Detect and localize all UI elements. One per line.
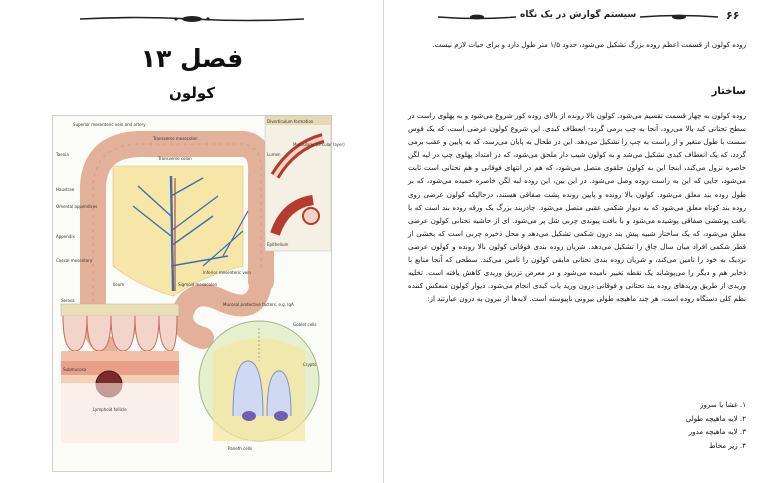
label-inferior-mesenteric: Inferior mesenteric vein [203, 270, 251, 275]
label-haustrae: Haustrae [56, 187, 75, 192]
list-item: ۳. لایه ماهیچه مدور [688, 427, 746, 436]
label-lymphoid-follicle: Lymphoid follicle [93, 407, 127, 412]
label-diverticulum-formation: Diverticulum formation [267, 119, 314, 124]
header-ornament-left [640, 13, 718, 23]
top-ornament [80, 14, 304, 24]
label-lumen: Lumen [267, 152, 281, 157]
intro-paragraph: روده کولون از قسمت اعظم روده بزرگ تشکیل می‌شود، حدود ۱/۵ متر طول دارد و برای حیات لازم نیست. [432, 40, 746, 49]
label-epithelium: Epithelium [267, 242, 289, 247]
section-title: ساختار [711, 86, 746, 97]
label-crypts: Crypts [303, 362, 316, 367]
list-item: ۴. زیر مخاط [709, 440, 746, 450]
label-appendix: Appendix [56, 234, 75, 239]
label-taenia: Taenia [56, 152, 69, 157]
label-serosa: Serosa [61, 298, 75, 303]
label-mucosal-layer: Mucosal protective factors, e.g. IgA [223, 302, 294, 307]
chapter-subtitle: کولون [169, 84, 215, 102]
colon-anatomy-figure [52, 115, 345, 472]
label-omental-appendices: Omental appendices [56, 204, 98, 209]
label-muscularis: Muscularis (circular layer) [293, 142, 345, 147]
running-header: سیستم گوارش در یک نگاه [520, 10, 637, 20]
label-goblet-cells: Goblet cells [293, 322, 317, 327]
label-sigmoid-mesocolon: Sigmoid mesocolon [178, 282, 218, 287]
header-ornament-right [438, 13, 516, 23]
body-paragraph: روده کولون به چهار قسمت تقسیم می‌شود. کولون بالا رونده از بالای روده کور شروع می‌شود و به پهلوی راست در سطح تحتانی کبد بالا می‌رود، آنجا به چپ برمی گردد- انعطاف کبدی. این شروع کولون عرضی است، که یک قوس سست با طول متغیر و از راست به چپ را تشکیل می‌دهد. این در طحال به پایان می‌رسد، که به پایین و عقب برمی گردد، که یک انعطاف کبدی تشکیل می‌شد و به کولون شیب دار ملحق می‌شود، که در امتداد پهلوی چپ در لبه لگن خاصره نزول می‌کند، اینجا این به کولون حلقوی متصل می‌شود، که هم در انتهای فوقانی و هم تحتانی است ثابت می‌شود، جایی که این به راست روده وصل می‌شود. در این بین، این روده لبه لگن خاصره خمیده می‌شود، که بر طول روده بند معلق می‌شود. کولون بالا رونده و پایین رونده پشت صفاقی هستند، درحالیکه کولون عرضی روی روده بند کوتاه معلق می‌شود که به دیوار شکمی عقبی متصل می‌شود. چادربند بزرگ یک ورقه روده بند است که با بافت پوششی صفاقی پوشیده می‌شود و با بافت پیوندی چربی شل پر می‌شود. ای از حاشیه تحتانی کولون عرضی معلق می‌شود، که یک ساختار شبیه پیش بند درون شکمی تشکیل می‌دهد و محل ذخیره چربی است که بخشی از قطر شکمی افراد میان سال چاق را تشکیل می‌دهد. شریان روده بندی فوقانی کولون بالا رونده و کولون عرضی نزدیک به خود را تامین می‌کند، و شریان روده بندی تحتانی مابقی کولون را تامین می‌کند. سطحی که آنجا منابع با ذخایر هم و دیگر را می‌پوشاند یک نقطه تغییر نامیده می‌شود و در معرض تزریق وریدی کاهش یافته است. تخلیه وریدی از طریق وریدهای روده بند تحتانی و فوقانی درون ورید باب کبدی انجام می‌شود. دیوار کولون منعکس کننده نظم کلی دستگاه روده است، هر چند ماهیچه طولی بیرونی ناپیوسته است. لایه‌ها از بیرون به درون عبارتند از: [408, 111, 746, 304]
chapter-title: فصل ۱۳ [140, 44, 244, 73]
label-superior-mesenteric: Superior mesenteric vein and artery [73, 122, 146, 127]
label-paneth-cells: Paneth cells [228, 446, 253, 451]
layers-list [408, 398, 746, 452]
label-caecal-mesentery: Caecal mesentery [56, 258, 93, 263]
label-submucosa: Submucosa [63, 367, 87, 372]
list-item: ۱. غشا یا سروز [700, 400, 746, 409]
label-transverse-mesocolon: Transverse mesocolon [153, 136, 198, 141]
label-transverse-colon: Transverse colon [158, 156, 192, 161]
label-ileum: Ileum [113, 282, 125, 287]
page-number: ۶۶ [726, 9, 740, 22]
list-item: ۲. لایه ماهیچه طولی [685, 413, 746, 423]
